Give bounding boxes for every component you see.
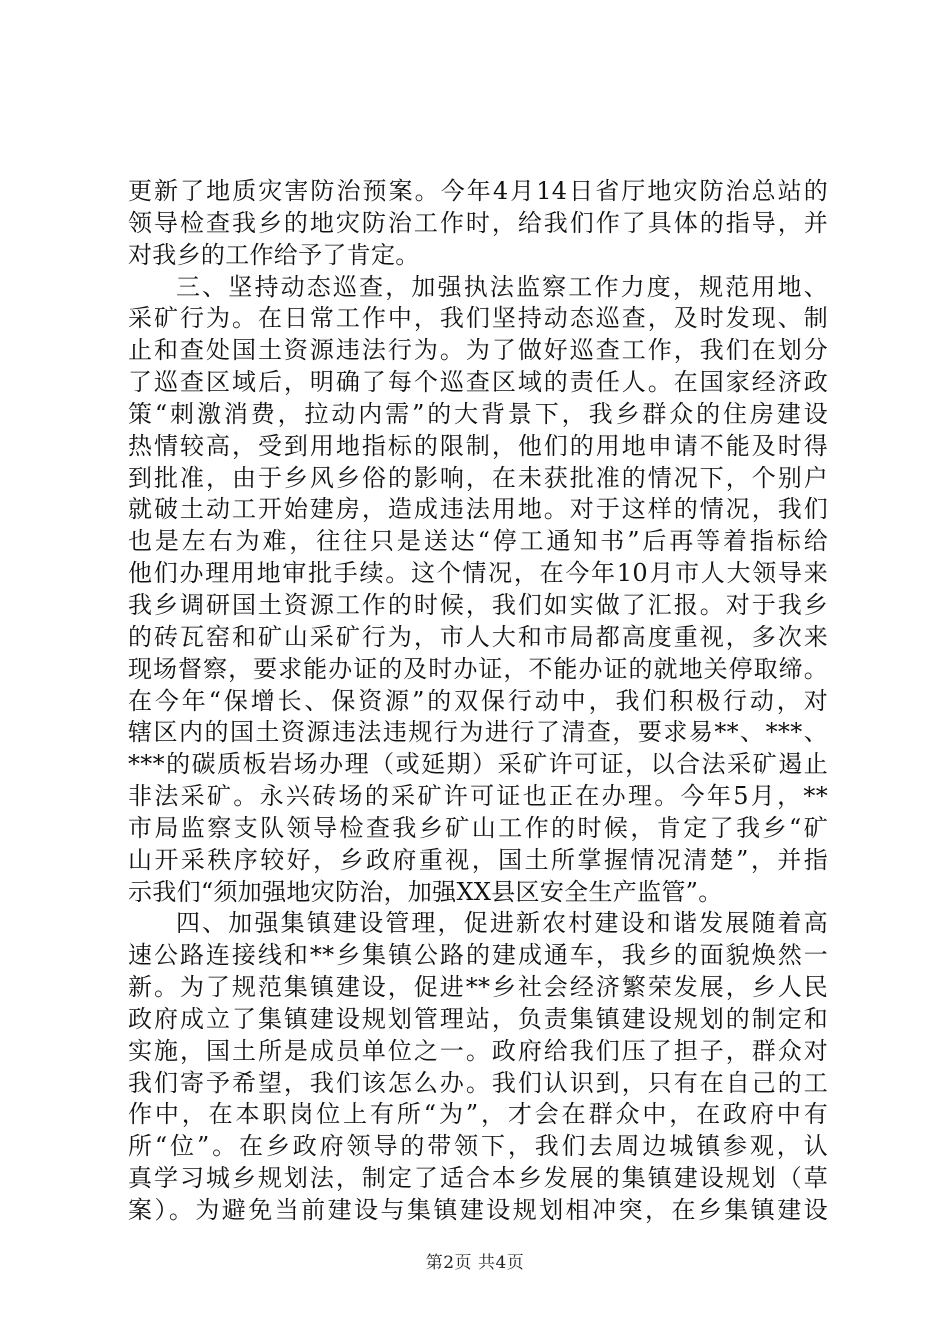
page-number-footer: 第2页 共4页 xyxy=(425,1253,525,1273)
text-line: 山开采秩序较好，乡政府重视，国土所掌握情况清楚”，并指 xyxy=(128,845,828,874)
text-line: 止和查处国土资源违法行为。为了做好巡查工作，我们在划分 xyxy=(128,336,828,365)
text-line: 到批准，由于乡风乡俗的影响，在未获批准的情况下，个别户 xyxy=(128,463,828,492)
text-line: 示我们“须加强地灾防治，加强XX县区安全生产监管”。 xyxy=(128,877,723,906)
text-line: 的砖瓦窑和矿山采矿行为，市人大和市局都高度重视，多次来 xyxy=(128,622,828,651)
text-line: 了巡查区域后，明确了每个巡查区域的责任人。在国家经济政 xyxy=(128,368,828,397)
text-line: 在今年“保增长、保资源”的双保行动中，我们积极行动，对 xyxy=(128,686,828,715)
text-line: 辖区内的国土资源违法违规行为进行了清查，要求易**、***、 xyxy=(128,718,828,747)
text-line: 我们寄予希望，我们该怎么办。我们认识到，只有在自己的工 xyxy=(128,1068,828,1097)
paragraph-start-line: 三、坚持动态巡查，加强执法监察工作力度，规范用地、 xyxy=(176,272,828,301)
text-line: 非法采矿。永兴砖场的采矿许可证也正在办理。今年5月，** xyxy=(128,782,828,811)
paragraph-start-line: 四、加强集镇建设管理，促进新农村建设和谐发展随着高 xyxy=(176,909,828,938)
text-line: 热情较高，受到用地指标的限制，他们的用地申请不能及时得 xyxy=(128,431,828,460)
text-line: 更新了地质灾害防治预案。今年4月14日省厅地灾防治总站的 xyxy=(128,177,828,205)
text-line: 他们办理用地审批手续。这个情况，在今年10月市人大领导来 xyxy=(128,559,828,588)
text-line: 我乡调研国土资源工作的时候，我们如实做了汇报。对于我乡 xyxy=(128,590,828,619)
text-line: 就破土动工开始建房，造成违法用地。对于这样的情况，我们 xyxy=(128,495,828,524)
document-body xyxy=(128,176,828,1227)
text-line: 领导检查我乡的地灾防治工作时，给我们作了具体的指导，并 xyxy=(128,208,828,237)
text-line: 作中，在本职岗位上有所“为”，才会在群众中，在政府中有 xyxy=(128,1100,828,1129)
text-line: 市局监察支队领导检查我乡矿山工作的时候，肯定了我乡“矿 xyxy=(128,813,828,842)
text-line: 案）。为避免当前建设与集镇建设规划相冲突，在乡集镇建设 xyxy=(128,1196,828,1224)
text-line: 新。为了规范集镇建设，促进**乡社会经济繁荣发展，乡人民 xyxy=(128,973,828,1002)
text-line: 所“位”。在乡政府领导的带领下，我们去周边城镇参观，认 xyxy=(128,1132,828,1161)
text-line: 实施，国土所是成员单位之一。政府给我们压了担子，群众对 xyxy=(128,1036,828,1065)
text-line: 真学习城乡规划法，制定了适合本乡发展的集镇建设规划（草 xyxy=(128,1164,828,1193)
text-line: 现场督察，要求能办证的及时办证，不能办证的就地关停取缔。 xyxy=(128,654,828,683)
text-line: 对我乡的工作给予了肯定。 xyxy=(128,240,420,269)
text-line: 速公路连接线和**乡集镇公路的建成通车，我乡的面貌焕然一 xyxy=(128,941,828,970)
text-line: 策“刺激消费，拉动内需”的大背景下，我乡群众的住房建设 xyxy=(128,399,828,428)
text-line: 采矿行为。在日常工作中，我们坚持动态巡查，及时发现、制 xyxy=(128,304,828,333)
text-line: 也是左右为难，往往只是送达“停工通知书”后再等着指标给 xyxy=(128,527,828,556)
text-line: ***的碳质板岩场办理（或延期）采矿许可证，以合法采矿遏止 xyxy=(128,750,828,779)
text-line: 政府成立了集镇建设规划管理站，负责集镇建设规划的制定和 xyxy=(128,1004,828,1033)
